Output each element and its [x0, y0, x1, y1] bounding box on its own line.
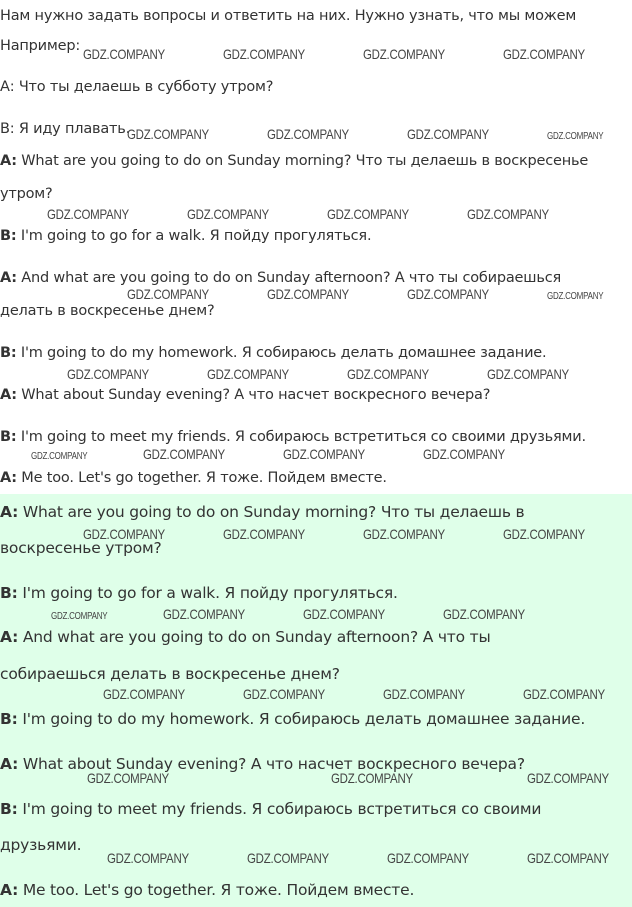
dialogue-line: [0, 151, 588, 171]
speaker-label: A:: [0, 387, 17, 403]
watermark-text: GDZ.COMPANY: [163, 606, 245, 622]
dialogue-text: делать в воскресенье днем?: [0, 303, 215, 319]
dialogue-line: [0, 268, 561, 288]
dialogue-text: What about Sunday evening? А что насчет воскресного вечера?: [16, 387, 491, 403]
speaker-label: A:: [0, 628, 19, 646]
watermark-text: GDZ.COMPANY: [127, 286, 209, 302]
watermark-text: GDZ.COMPANY: [331, 770, 413, 786]
watermark-text: GDZ.COMPANY: [267, 286, 349, 302]
dialogue-text: I'm going to meet my friends. Я собираюсь встретиться со своими: [17, 800, 542, 818]
watermark-text: GDZ.COMPANY: [503, 46, 585, 62]
watermark-text: GDZ.COMPANY: [423, 446, 505, 462]
dialogue-text: собираешься делать в воскресенье днем?: [0, 665, 340, 683]
dialogue-line: [0, 301, 214, 321]
speaker-label: A:: [0, 755, 19, 773]
watermark-text: GDZ.COMPANY: [303, 606, 385, 622]
dialogue-line: [0, 799, 541, 819]
watermark-text: GDZ.COMPANY: [547, 131, 604, 142]
watermark-text: GDZ.COMPANY: [527, 770, 609, 786]
watermark-text: GDZ.COMPANY: [67, 366, 149, 382]
watermark-text: GDZ.COMPANY: [223, 526, 305, 542]
dialogue-text: I'm going to do my homework. Я собираюсь делать домашнее задание.: [17, 710, 586, 728]
example-text: Что ты делаешь в субботу утром?: [14, 79, 274, 95]
dialogue-text: друзьями.: [0, 836, 82, 854]
dialogue-text: утром?: [0, 186, 53, 202]
speaker-label: А:: [0, 79, 15, 95]
watermark-text: GDZ.COMPANY: [387, 850, 469, 866]
dialogue-line: [0, 468, 387, 488]
dialogue-text: Me too. Let's go together. Я тоже. Пойдем вместе.: [16, 470, 387, 486]
dialogue-text: I'm going to go for a walk. Я пойду прогуляться.: [17, 584, 398, 602]
watermark-text: GDZ.COMPANY: [103, 686, 185, 702]
watermark-text: GDZ.COMPANY: [107, 850, 189, 866]
dialogue-text: I'm going to meet my friends. Я собираюсь встретиться со своими друзьями.: [16, 429, 586, 445]
speaker-label: B:: [0, 710, 18, 728]
watermark-text: GDZ.COMPANY: [547, 291, 604, 302]
dialogue-line: [0, 502, 524, 522]
watermark-text: GDZ.COMPANY: [347, 366, 429, 382]
dialogue-text: What are you going to do on Sunday morning? Что ты делаешь в: [18, 503, 525, 521]
dialogue-text: And what are you going to do on Sunday afternoon? А что ты: [18, 628, 491, 646]
speaker-label: A:: [0, 153, 17, 169]
watermark-text: GDZ.COMPANY: [31, 451, 88, 462]
dialogue-text: And what are you going to do on Sunday afternoon? А что ты собираешься: [16, 270, 561, 286]
speaker-label: B:: [0, 345, 17, 361]
example-line: [0, 77, 273, 97]
dialogue-text: I'm going to go for a walk. Я пойду прогуляться.: [16, 228, 372, 244]
dialogue-line: [0, 627, 491, 647]
example-label: Например:: [0, 38, 81, 54]
watermark-text: GDZ.COMPANY: [223, 46, 305, 62]
watermark-text: GDZ.COMPANY: [243, 686, 325, 702]
watermark-text: GDZ.COMPANY: [47, 206, 129, 222]
watermark-text: GDZ.COMPANY: [523, 686, 605, 702]
watermark-text: GDZ.COMPANY: [407, 126, 489, 142]
speaker-label: B:: [0, 228, 17, 244]
dialogue-text: I'm going to do my homework. Я собираюсь делать домашнее задание.: [16, 345, 547, 361]
dialogue-line: [0, 184, 53, 204]
watermark-text: GDZ.COMPANY: [443, 606, 525, 622]
example-text: Я иду плавать.: [14, 121, 131, 137]
watermark-text: GDZ.COMPANY: [467, 206, 549, 222]
watermark-text: GDZ.COMPANY: [51, 611, 108, 622]
dialogue-line: [0, 709, 585, 729]
watermark-text: GDZ.COMPANY: [87, 770, 169, 786]
watermark-text: GDZ.COMPANY: [527, 850, 609, 866]
watermark-text: GDZ.COMPANY: [487, 366, 569, 382]
dialogue-line: [0, 880, 414, 900]
watermark-text: GDZ.COMPANY: [247, 850, 329, 866]
watermark-text: GDZ.COMPANY: [503, 526, 585, 542]
watermark-text: GDZ.COMPANY: [83, 526, 165, 542]
watermark-text: GDZ.COMPANY: [363, 46, 445, 62]
dialogue-line: [0, 835, 81, 855]
dialogue-line: [0, 427, 586, 447]
watermark-text: GDZ.COMPANY: [383, 686, 465, 702]
speaker-label: B:: [0, 584, 18, 602]
watermark-text: GDZ.COMPANY: [283, 446, 365, 462]
watermark-text: GDZ.COMPANY: [327, 206, 409, 222]
dialogue-line: [0, 385, 490, 405]
watermark-text: GDZ.COMPANY: [363, 526, 445, 542]
dialogue-text: Me too. Let's go together. Я тоже. Пойдем вместе.: [18, 881, 415, 899]
speaker-label: A:: [0, 270, 17, 286]
watermark-text: GDZ.COMPANY: [407, 286, 489, 302]
dialogue-line: [0, 343, 546, 363]
watermark-text: GDZ.COMPANY: [143, 446, 225, 462]
watermark-text: GDZ.COMPANY: [187, 206, 269, 222]
dialogue-line: [0, 664, 340, 684]
watermark-text: GDZ.COMPANY: [127, 126, 209, 142]
speaker-label: B:: [0, 800, 18, 818]
dialogue-text: What are you going to do on Sunday morning? Что ты делаешь в воскресенье: [16, 153, 589, 169]
dialogue-line: [0, 583, 398, 603]
dialogue-text: воскресенье утром?: [0, 539, 162, 557]
watermark-text: GDZ.COMPANY: [83, 46, 165, 62]
intro-text: Нам нужно задать вопросы и ответить на них. Нужно узнать, что мы можем: [0, 8, 577, 24]
example-line: [0, 119, 130, 139]
dialogue-line: [0, 754, 525, 774]
dialogue-line: [0, 226, 371, 246]
speaker-label: B:: [0, 429, 17, 445]
speaker-label: A:: [0, 881, 19, 899]
speaker-label: A:: [0, 470, 17, 486]
speaker-label: A:: [0, 503, 19, 521]
watermark-text: GDZ.COMPANY: [207, 366, 289, 382]
speaker-label: В:: [0, 121, 15, 137]
dialogue-text: What about Sunday evening? А что насчет воскресного вечера?: [18, 755, 525, 773]
watermark-text: GDZ.COMPANY: [267, 126, 349, 142]
